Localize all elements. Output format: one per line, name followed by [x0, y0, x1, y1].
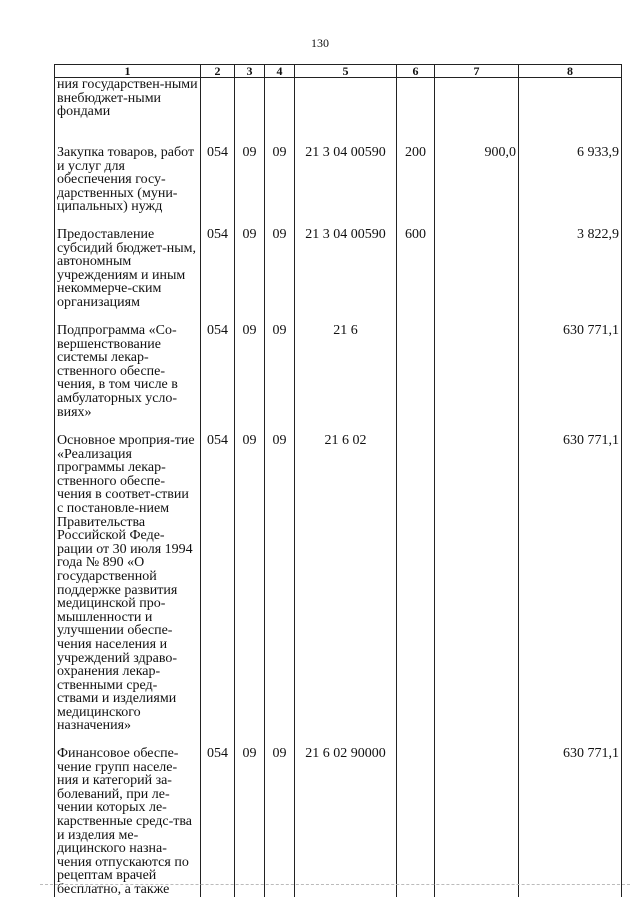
table-row: [55, 420, 622, 733]
cell-amount-col7: [435, 214, 519, 310]
cell-expense-type: 600: [397, 214, 435, 310]
row-name: Предоставление субсидий бюджет-ным, автономным учреждениям и иным некоммерче-ским организациям: [55, 214, 201, 310]
cell-ministry-code: [201, 78, 235, 133]
cell-amount-col7: [435, 733, 519, 897]
cell-subsection: 09: [265, 733, 295, 897]
cell-amount-col8: 630 771,1: [519, 733, 622, 897]
page-bottom-scan-line: [40, 884, 630, 886]
cell-ministry-code: 054: [201, 420, 235, 733]
cell-subsection: [265, 78, 295, 133]
row-name: Подпрограмма «Со-вершенствование системы лекар-ственного обеспе-чения, в том числе в амбулаторных усло-виях»: [55, 310, 201, 420]
cell-amount-col7: [435, 78, 519, 133]
cell-subsection: 09: [265, 214, 295, 310]
row-name: Финансовое обеспе-чение групп населе-ния и категорий за-болеваний, при ле-чении которых ле-карственные средс-тва и изделия ме-дицинского назна-чения отпускаются по рецептам врачей бесплатно, а также: [55, 733, 201, 897]
cell-expense-type: [397, 733, 435, 897]
cell-section: 09: [235, 733, 265, 897]
cell-amount-col7: [435, 310, 519, 420]
cell-amount-col7: [435, 420, 519, 733]
budget-table: [54, 64, 622, 897]
page-number: 130: [311, 36, 329, 50]
cell-target-article: 21 6: [295, 310, 397, 420]
cell-section: 09: [235, 132, 265, 214]
cell-subsection: 09: [265, 420, 295, 733]
cell-amount-col8: [519, 78, 622, 133]
column-header: 8: [519, 65, 622, 78]
column-header: 7: [435, 65, 519, 78]
row-name: Основное мроприя-тие «Реализация программы лекар-ственного обеспе-чения в соответ-ствии с постановле-нием Правительства Российской Феде-рации от 30 июля 1994 года № 890 «О государственной поддержке развития медицинской про-мышленности и улучшении обеспе-чения населения и учреждений здраво-охранения лекар-ственными сред-ствами и изделиями медицинского назначения»: [55, 420, 201, 733]
cell-amount-col8: 6 933,9: [519, 132, 622, 214]
cell-section: 09: [235, 310, 265, 420]
column-header: 2: [201, 65, 235, 78]
cell-ministry-code: 054: [201, 132, 235, 214]
cell-section: 09: [235, 420, 265, 733]
header-row: [55, 65, 622, 78]
column-header: 4: [265, 65, 295, 78]
table-row: [55, 310, 622, 420]
cell-expense-type: [397, 420, 435, 733]
cell-subsection: 09: [265, 310, 295, 420]
cell-ministry-code: 054: [201, 733, 235, 897]
column-header: 1: [55, 65, 201, 78]
row-name: ния государствен-ными внебюджет-ными фондами: [55, 78, 201, 133]
cell-section: 09: [235, 214, 265, 310]
cell-amount-col7: 900,0: [435, 132, 519, 214]
row-name: Закупка товаров, работ и услуг для обеспечения госу-дарственных (муни-ципальных) нужд: [55, 132, 201, 214]
table-row: [55, 733, 622, 897]
table-row: [55, 78, 622, 133]
table-row: [55, 132, 622, 214]
cell-amount-col8: 3 822,9: [519, 214, 622, 310]
cell-target-article: [295, 78, 397, 133]
cell-subsection: 09: [265, 132, 295, 214]
column-header: 5: [295, 65, 397, 78]
cell-target-article: 21 3 04 00590: [295, 214, 397, 310]
cell-ministry-code: 054: [201, 214, 235, 310]
cell-section: [235, 78, 265, 133]
cell-amount-col8: 630 771,1: [519, 420, 622, 733]
cell-expense-type: 200: [397, 132, 435, 214]
cell-expense-type: [397, 310, 435, 420]
cell-ministry-code: 054: [201, 310, 235, 420]
cell-target-article: 21 6 02 90000: [295, 733, 397, 897]
column-header: 3: [235, 65, 265, 78]
table-row: [55, 214, 622, 310]
cell-amount-col8: 630 771,1: [519, 310, 622, 420]
column-header: 6: [397, 65, 435, 78]
cell-target-article: 21 6 02: [295, 420, 397, 733]
cell-target-article: 21 3 04 00590: [295, 132, 397, 214]
cell-expense-type: [397, 78, 435, 133]
